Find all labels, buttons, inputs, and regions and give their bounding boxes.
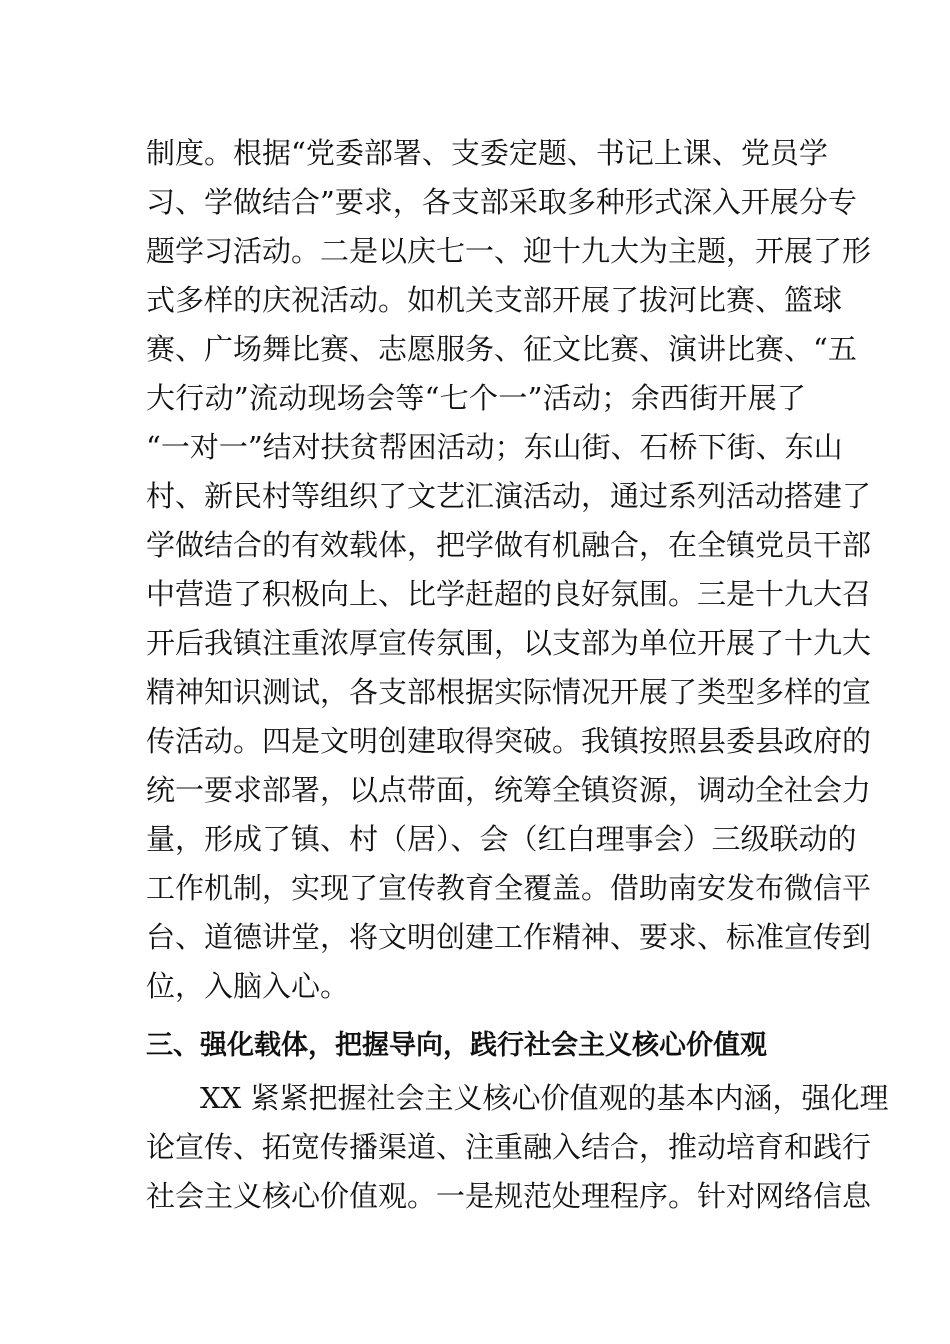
paragraph-line: 台、道德讲堂，将文明创建工作精神、要求、标准宣传到 xyxy=(146,920,872,954)
paragraph-line: 制度。根据“党委部署、支委定题、书记上课、党员学 xyxy=(146,136,828,170)
paragraph-line: XX 紧紧把握社会主义核心价值观的基本内涵，强化理 xyxy=(200,1081,889,1115)
paragraph-line: 量，形成了镇、村（居）、会（红白理事会）三级联动的 xyxy=(146,822,857,856)
section-heading: 三、强化载体，把握导向，践行社会主义核心价值观 xyxy=(146,1030,767,1061)
paragraph-line: 题学习活动。二是以庆七一、迎十九大为主题，开展了形 xyxy=(146,234,872,268)
paragraph-line: 社会主义核心价值观。一是规范处理程序。针对网络信息 xyxy=(146,1179,872,1213)
paragraph-line: 统一要求部署，以点带面，统筹全镇资源，调动全社会力 xyxy=(146,773,872,807)
paragraph-line: “一对一”结对扶贫帮困活动；东山街、石桥下街、东山 xyxy=(146,430,843,464)
paragraph-line: 精神知识测试，各支部根据实际情况开展了类型多样的宣 xyxy=(146,675,872,709)
paragraph-line: 习、学做结合”要求，各支部采取多种形式深入开展分专 xyxy=(146,185,857,219)
paragraph-line: 式多样的庆祝活动。如机关支部开展了拔河比赛、篮球 xyxy=(146,283,843,317)
paragraph-line: 学做结合的有效载体，把学做有机融合，在全镇党员干部 xyxy=(146,528,872,562)
paragraph-line: 村、新民村等组织了文艺汇演活动，通过系列活动搭建了 xyxy=(146,479,872,513)
paragraph-line: 大行动”流动现场会等“七个一”活动；余西街开展了 xyxy=(146,381,806,415)
paragraph-line: 论宣传、拓宽传播渠道、注重融入结合，推动培育和践行 xyxy=(146,1130,872,1164)
paragraph-line: 赛、广场舞比赛、志愿服务、征文比赛、演讲比赛、“五 xyxy=(146,332,857,366)
paragraph-line: 中营造了积极向上、比学赶超的良好氛围。三是十九大召 xyxy=(146,577,872,611)
paragraph-line: 传活动。四是文明创建取得突破。我镇按照县委县政府的 xyxy=(146,724,872,758)
paragraph-line: 工作机制，实现了宣传教育全覆盖。借助南安发布微信平 xyxy=(146,871,872,905)
paragraph-line: 位，入脑入心。 xyxy=(146,969,350,1003)
paragraph-line: 开后我镇注重浓厚宣传氛围，以支部为单位开展了十九大 xyxy=(146,626,872,660)
